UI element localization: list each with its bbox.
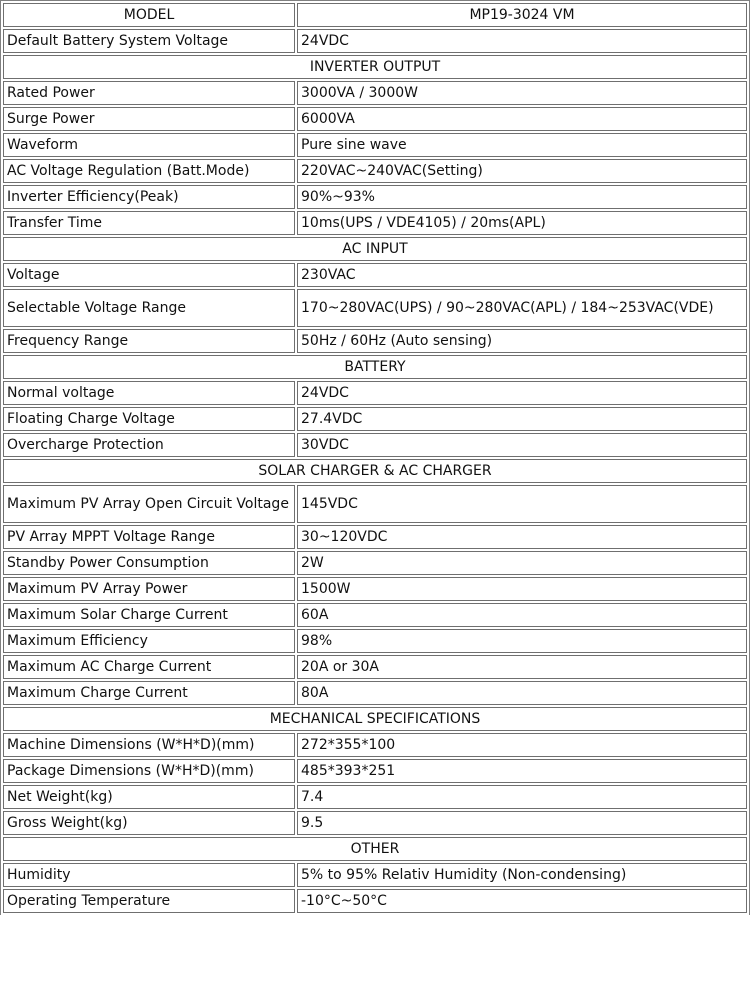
- spec-value: 30VDC: [297, 433, 747, 457]
- spec-value: 7.4: [297, 785, 747, 809]
- spec-value: 30~120VDC: [297, 525, 747, 549]
- spec-label: Maximum PV Array Open Circuit Voltage: [3, 485, 295, 523]
- spec-label: Overcharge Protection: [3, 433, 295, 457]
- spec-value: 3000VA / 3000W: [297, 81, 747, 105]
- spec-value: 27.4VDC: [297, 407, 747, 431]
- table-row: [3, 785, 747, 809]
- spec-label: Gross Weight(kg): [3, 811, 295, 835]
- spec-label: Net Weight(kg): [3, 785, 295, 809]
- table-row: [3, 811, 747, 835]
- spec-label: Machine Dimensions (W*H*D)(mm): [3, 733, 295, 757]
- spec-value: 220VAC~240VAC(Setting): [297, 159, 747, 183]
- section-title: INVERTER OUTPUT: [3, 55, 747, 79]
- section-title: SOLAR CHARGER & AC CHARGER: [3, 459, 747, 483]
- spec-label: Waveform: [3, 133, 295, 157]
- spec-value: 90%~93%: [297, 185, 747, 209]
- spec-value: 1500W: [297, 577, 747, 601]
- spec-value: 20A or 30A: [297, 655, 747, 679]
- spec-label: Humidity: [3, 863, 295, 887]
- spec-value: 9.5: [297, 811, 747, 835]
- spec-value: 485*393*251: [297, 759, 747, 783]
- table-row: [3, 81, 747, 105]
- spec-label: Maximum Charge Current: [3, 681, 295, 705]
- spec-label: Selectable Voltage Range: [3, 289, 295, 327]
- section-header-row: [3, 355, 747, 379]
- spec-label: Maximum PV Array Power: [3, 577, 295, 601]
- table-row: [3, 889, 747, 913]
- table-row: [3, 577, 747, 601]
- spec-label: Voltage: [3, 263, 295, 287]
- spec-value: Pure sine wave: [297, 133, 747, 157]
- spec-table-body: [3, 3, 747, 913]
- table-row: [3, 485, 747, 523]
- section-title: MECHANICAL SPECIFICATIONS: [3, 707, 747, 731]
- spec-value: 24VDC: [297, 29, 747, 53]
- spec-value: 6000VA: [297, 107, 747, 131]
- spec-value: 10ms(UPS / VDE4105) / 20ms(APL): [297, 211, 747, 235]
- spec-value: 50Hz / 60Hz (Auto sensing): [297, 329, 747, 353]
- table-row: [3, 107, 747, 131]
- section-header-row: [3, 707, 747, 731]
- spec-label: Rated Power: [3, 81, 295, 105]
- spec-value: 80A: [297, 681, 747, 705]
- spec-label: Default Battery System Voltage: [3, 29, 295, 53]
- spec-label: Maximum AC Charge Current: [3, 655, 295, 679]
- model-label: MODEL: [3, 3, 295, 27]
- model-row: [3, 3, 747, 27]
- spec-label: PV Array MPPT Voltage Range: [3, 525, 295, 549]
- spec-label: Standby Power Consumption: [3, 551, 295, 575]
- spec-value: 98%: [297, 629, 747, 653]
- spec-value: 60A: [297, 603, 747, 627]
- spec-value: -10°C~50°C: [297, 889, 747, 913]
- spec-value: 24VDC: [297, 381, 747, 405]
- spec-label: Inverter Efficiency(Peak): [3, 185, 295, 209]
- spec-label: Frequency Range: [3, 329, 295, 353]
- spec-label: Surge Power: [3, 107, 295, 131]
- table-row: [3, 433, 747, 457]
- spec-label: AC Voltage Regulation (Batt.Mode): [3, 159, 295, 183]
- table-row: [3, 759, 747, 783]
- spec-label: Operating Temperature: [3, 889, 295, 913]
- spec-value: 5% to 95% Relativ Humidity (Non-condensing): [297, 863, 747, 887]
- table-row: [3, 329, 747, 353]
- table-row: [3, 733, 747, 757]
- spec-label: Maximum Efficiency: [3, 629, 295, 653]
- table-row: [3, 211, 747, 235]
- table-row: [3, 289, 747, 327]
- table-row: [3, 863, 747, 887]
- table-row: [3, 133, 747, 157]
- table-row: [3, 159, 747, 183]
- spec-value: 272*355*100: [297, 733, 747, 757]
- table-row: [3, 381, 747, 405]
- table-row: [3, 525, 747, 549]
- spec-value: 230VAC: [297, 263, 747, 287]
- section-header-row: [3, 55, 747, 79]
- spec-label: Package Dimensions (W*H*D)(mm): [3, 759, 295, 783]
- table-row: [3, 263, 747, 287]
- table-row: [3, 551, 747, 575]
- section-header-row: [3, 459, 747, 483]
- section-header-row: [3, 237, 747, 261]
- table-row: [3, 185, 747, 209]
- section-title: OTHER: [3, 837, 747, 861]
- spec-value: 145VDC: [297, 485, 747, 523]
- table-row: [3, 407, 747, 431]
- section-title: AC INPUT: [3, 237, 747, 261]
- table-row: [3, 29, 747, 53]
- table-row: [3, 655, 747, 679]
- spec-label: Transfer Time: [3, 211, 295, 235]
- spec-label: Maximum Solar Charge Current: [3, 603, 295, 627]
- model-value: MP19-3024 VM: [297, 3, 747, 27]
- table-row: [3, 681, 747, 705]
- section-title: BATTERY: [3, 355, 747, 379]
- spec-value: 170~280VAC(UPS) / 90~280VAC(APL) / 184~253VAC(VDE): [297, 289, 747, 327]
- section-header-row: [3, 837, 747, 861]
- spec-label: Normal voltage: [3, 381, 295, 405]
- spec-value: 2W: [297, 551, 747, 575]
- table-row: [3, 629, 747, 653]
- spec-label: Floating Charge Voltage: [3, 407, 295, 431]
- table-row: [3, 603, 747, 627]
